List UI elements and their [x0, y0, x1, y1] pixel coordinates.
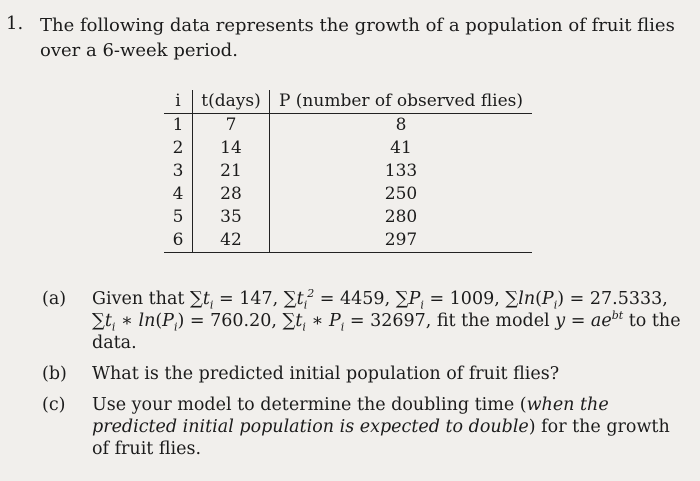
cell-t: 28 — [193, 183, 270, 206]
question-parts — [42, 288, 692, 469]
sum-tp-value: 32697 — [370, 311, 426, 331]
cell-t: 14 — [193, 137, 270, 160]
table-row — [164, 229, 532, 253]
part-c-text-before: Use your model to determine the doubling time ( — [92, 395, 527, 415]
table-row — [164, 114, 532, 138]
table-header-row — [164, 90, 532, 114]
sum-p-value: 1009 — [449, 289, 495, 309]
cell-i: 5 — [172, 207, 184, 227]
part-a: (a) Given that $\sum t_i = 147$, $\sum t_i^2 = 4459$, $\sum P_i = 1009$, $\sum\ln(P_i) = 27.5333$, $\sum t_i$ ∗ $\ln(P_i) = 760.20$, $\sum t_i$ ∗ $P_i = 32697$, fit the model $y = ae^{bt}$ to the data. — [42, 287, 681, 353]
cell-t: 42 — [193, 229, 270, 253]
cell-p: 250 — [270, 183, 533, 206]
part-c — [42, 394, 692, 460]
cell-p: 41 — [270, 137, 533, 160]
part-a-to-data: to the data. — [92, 311, 681, 353]
table-row — [164, 137, 532, 160]
sum-lnp-value: 27.5333 — [589, 289, 663, 309]
cell-i: 6 — [164, 229, 193, 253]
cell-t: 21 — [193, 160, 270, 183]
problem-number: 1. — [6, 13, 24, 34]
sum-t-value: 147 — [239, 289, 273, 309]
header-i: i — [164, 90, 193, 114]
cell-p: 297 — [270, 229, 533, 253]
problem-statement: The following data represents the growth of a population of fruit flies over a 6-week period. — [40, 15, 675, 61]
cell-i: 3 — [172, 161, 184, 181]
part-b-text: What is the predicted initial population of fruit flies? — [92, 364, 560, 384]
header-t: t(days) — [193, 90, 270, 114]
cell-p: 8 — [270, 114, 533, 138]
cell-t: 7 — [193, 114, 270, 138]
cell-p: 133 — [270, 160, 533, 183]
table-row — [164, 183, 532, 206]
data-table — [164, 90, 532, 253]
part-a-fit: fit the model — [436, 311, 550, 331]
table-row — [164, 160, 532, 183]
part-c-label: (c) — [42, 395, 66, 415]
part-c-text-italic: when the predicted initial population is expected to double — [92, 395, 609, 437]
sum-t2-value: 4459 — [340, 289, 385, 309]
part-a-label: (a) — [42, 289, 67, 309]
part-c-text-after: ) for the growth of fruit flies. — [92, 417, 670, 459]
cell-i: 2 — [172, 138, 184, 158]
cell-i: 1 — [172, 115, 184, 135]
part-a-given: Given that — [92, 289, 185, 309]
cell-i: 4 — [172, 184, 184, 204]
part-b — [42, 363, 692, 385]
part-b-label: (b) — [42, 364, 67, 384]
table-row — [164, 206, 532, 229]
cell-p: 280 — [270, 206, 533, 229]
cell-t: 35 — [193, 206, 270, 229]
header-p: P (number of observed flies) — [270, 90, 533, 114]
sum-t-lnp-value: 760.20 — [210, 311, 272, 331]
